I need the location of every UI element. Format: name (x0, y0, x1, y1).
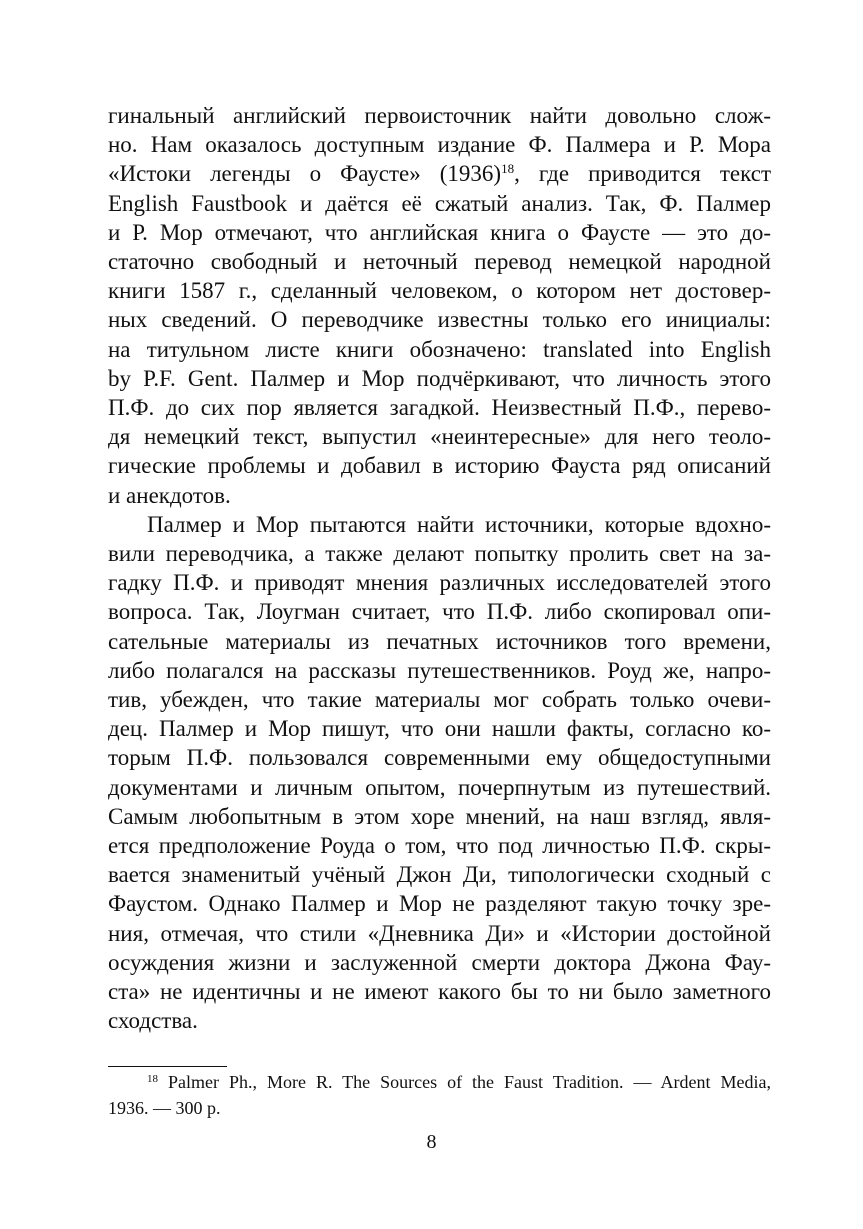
text-line: статочно свободный и неточный перевод немецкой народной (108, 249, 771, 275)
footnote-line: 1936. — 300 p. (108, 1098, 221, 1118)
text-line: вили переводчика, а также делают попытку пролить свет на за- (108, 541, 771, 567)
footnote-line (108, 1069, 771, 1095)
text-line: гинальный английский первоисточник найти довольно слож- (108, 103, 771, 128)
footnote-reference[interactable]: 18 (501, 161, 515, 177)
text-line: но. Нам оказалось доступным издание Ф. Палмера и Р. Мора (108, 132, 771, 158)
text-line-start: «Истоки легенды о Фаусте» (1936) (108, 161, 502, 187)
text-line: Самым любопытным в этом хоре мнений, на наш взгляд, явля- (108, 803, 771, 829)
page-number: 8 (426, 1131, 437, 1153)
footnote-text: Palmer Ph., More R. The Sources of the Faust Tradition. — Ardent Media, (168, 1072, 771, 1092)
text-line: ния, отмечая, что стили «Дневника Ди» и «Истории достойной (108, 920, 771, 946)
text-line: гадку П.Ф. и приводят мнения различных исследователей этого (108, 570, 771, 596)
text-line: вается знаменитый учёный Джон Ди, типологически сходный с (108, 862, 771, 888)
text-line: дец. Палмер и Мор пишут, что они нашли факты, согласно ко- (108, 716, 771, 742)
text-line-with-footnote-ref (108, 159, 771, 188)
text-line: и анекдотов. (108, 482, 231, 508)
text-line: документами и личным опытом, почерпнутым из путешествий. (108, 774, 771, 800)
text-line: либо полагался на рассказы путешественников. Роуд же, напро- (108, 657, 771, 683)
footnote-number: 18 (147, 1073, 158, 1085)
text-line: Палмер и Мор пытаются найти источники, которые вдохно- (147, 511, 771, 537)
text-line: торым П.Ф. пользовался современными ему общедоступными (108, 745, 771, 771)
text-line: ется предположение Роуда о том, что под личностью П.Ф. скры- (108, 833, 771, 859)
text-line: осуждения жизни и заслуженной смерти доктора Джона Фау- (108, 949, 771, 975)
text-line: вопроса. Так, Лоугман считает, что П.Ф. либо скопировал опи- (108, 599, 771, 625)
text-line: by P.F. Gent. Палмер и Мор подчёркивают, что личность этого (108, 365, 771, 391)
text-line: книги 1587 г., сделанный человеком, о котором нет достовер- (108, 278, 771, 304)
footnote-separator (108, 1066, 227, 1067)
footnote (108, 1069, 771, 1121)
text-line: дя немецкий текст, выпустил «неинтересные» для него теоло- (108, 424, 771, 450)
text-line: гические проблемы и добавил в историю Фауста ряд описаний (108, 453, 771, 479)
main-text (108, 101, 771, 1036)
text-line: ста» не идентичны и не имеют какого бы то ни было заметного (108, 979, 771, 1005)
text-line: и Р. Мор отмечают, что английская книга о Фаусте — это до- (108, 219, 771, 245)
text-line: Фаустом. Однако Палмер и Мор не разделяют такую точку зре- (108, 891, 771, 917)
text-line: П.Ф. до сих пор является загадкой. Неизвестный П.Ф., перево- (108, 395, 771, 421)
text-line: на титульном листе книги обозначено: translated into English (108, 336, 771, 362)
text-line-end: , где приводится текст (514, 161, 771, 187)
text-line: сходства. (108, 1008, 198, 1034)
text-line: сательные материалы из печатных источников того времени, (108, 628, 771, 654)
text-line: тив, убежден, что такие материалы мог собрать только очеви- (108, 687, 771, 713)
text-line: English Faustbook и даётся её сжатый анализ. Так, Ф. Палмер (108, 190, 771, 216)
text-line: ных сведений. О переводчике известны только его инициалы: (108, 307, 771, 333)
